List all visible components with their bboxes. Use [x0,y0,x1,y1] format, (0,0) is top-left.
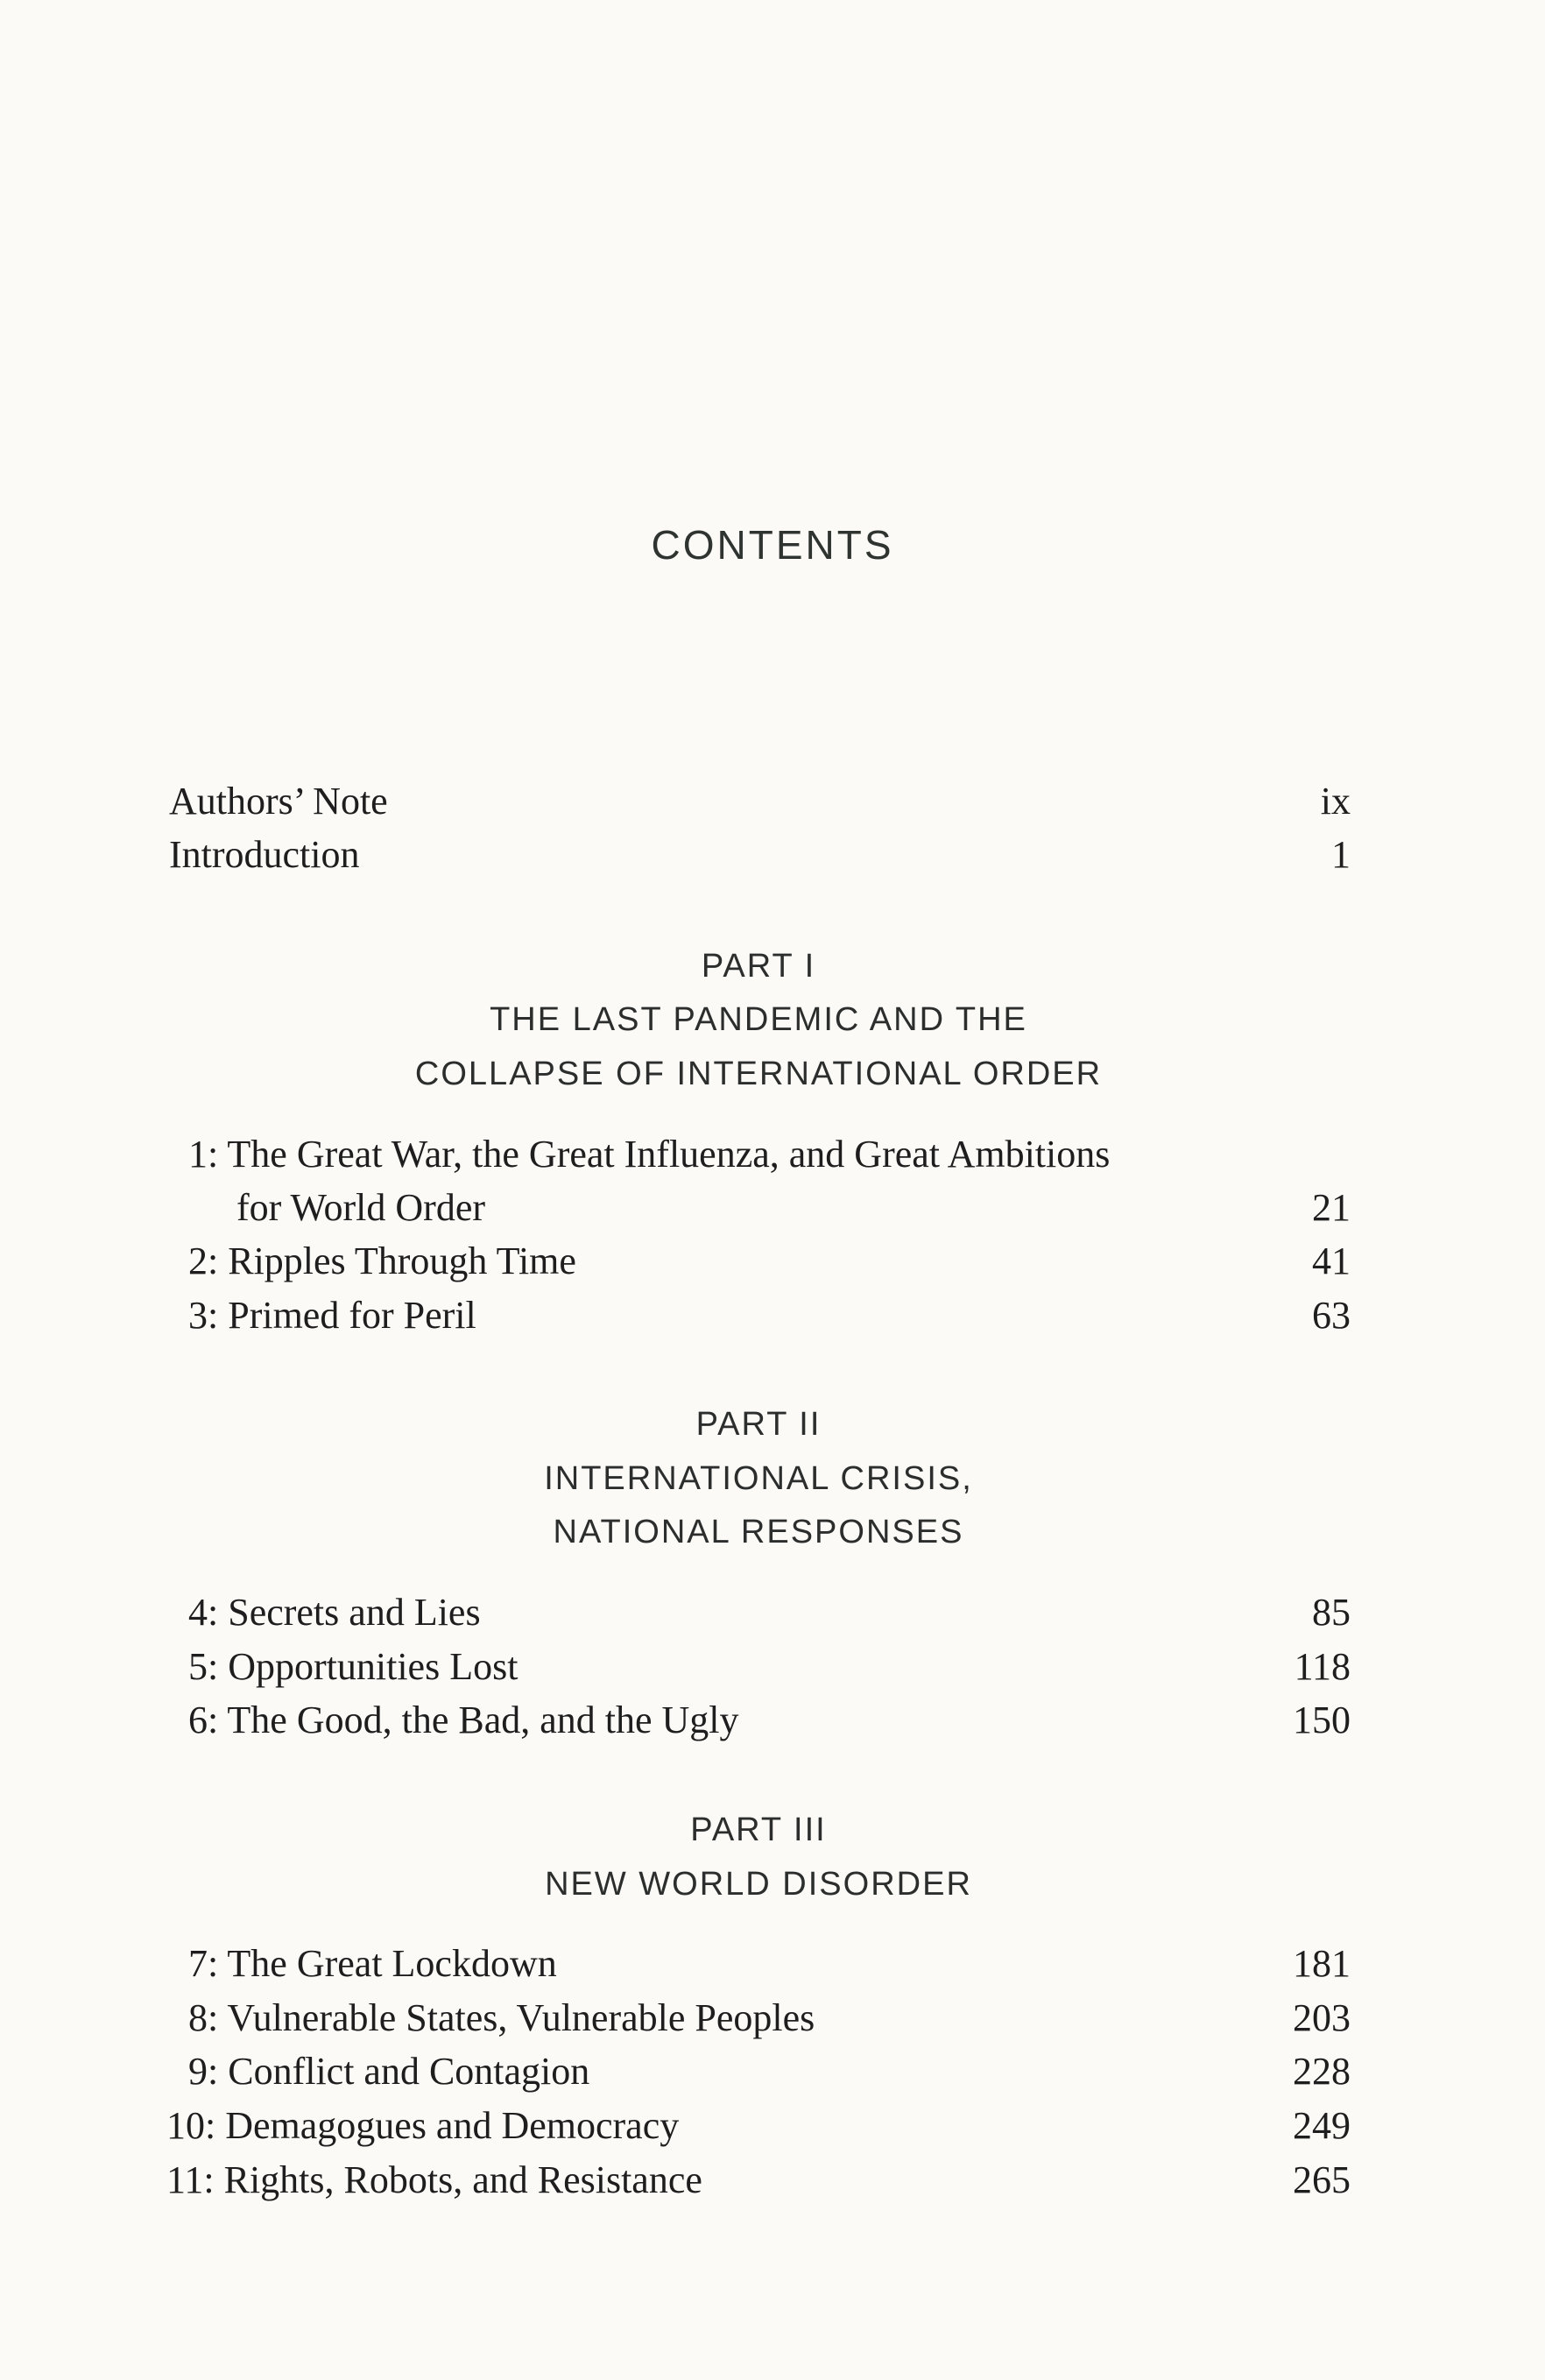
part-heading-line: THE LAST PANDEMIC AND THE [490,1001,1027,1038]
toc-entry-title: 7: The Great Lockdown [188,1942,557,1985]
part-label: PART I [701,948,816,985]
toc-entry-page: 118 [1294,1645,1351,1688]
toc-entry-page: 249 [1293,2104,1351,2147]
toc-entry-chapter-9[interactable] [0,2045,1545,2098]
page-title: CONTENTS [651,522,894,568]
toc-entry-chapter-11[interactable] [0,2154,1545,2207]
toc-entry-title-continued: for World Order [236,1186,486,1229]
toc-entry-chapter-8[interactable] [0,1992,1545,2045]
part-heading-line: NATIONAL RESPONSES [553,1514,964,1550]
part-heading-line: INTERNATIONAL CRISIS, [544,1460,973,1497]
toc-entry-title: 5: Opportunities Lost [188,1645,519,1688]
toc-entry-chapter-4[interactable] [0,1586,1545,1639]
toc-entry-title: 11: Rights, Robots, and Resistance [166,2158,702,2201]
part-heading-line: NEW WORLD DISORDER [545,1866,972,1903]
part-label: PART II [695,1406,822,1443]
toc-entry-chapter-1-continued[interactable] [0,1182,1545,1234]
toc-entry-title: 6: The Good, the Bad, and the Ugly [188,1698,739,1741]
toc-entry-chapter-6[interactable] [0,1694,1545,1747]
toc-entry-chapter-2[interactable] [0,1235,1545,1288]
toc-entry-chapter-10[interactable] [0,2100,1545,2152]
toc-entry-title: 9: Conflict and Contagion [188,2050,590,2093]
toc-entry-chapter-5[interactable] [0,1641,1545,1693]
toc-entry-title: Introduction [169,833,360,876]
toc-entry-title: 4: Secrets and Lies [188,1591,481,1634]
toc-entry-authors-note[interactable] [0,775,1545,828]
toc-entry-title: 2: Ripples Through Time [188,1239,576,1282]
toc-entry-title: 8: Vulnerable States, Vulnerable Peoples [188,1996,815,2039]
toc-entry-page: 41 [1312,1239,1351,1282]
toc-entry-page: 63 [1312,1294,1351,1337]
part-heading-line: COLLAPSE OF INTERNATIONAL ORDER [414,1056,1103,1092]
toc-entry-chapter-7[interactable] [0,1938,1545,1990]
toc-entry-chapter-1[interactable] [0,1128,1545,1181]
toc-entry-chapter-3[interactable] [0,1289,1545,1342]
toc-entry-introduction[interactable] [0,829,1545,881]
toc-entry-title: 10: Demagogues and Democracy [166,2104,680,2147]
toc-entry-page: 181 [1293,1942,1351,1985]
toc-entry-page: 228 [1293,2050,1351,2093]
toc-entry-page: 1 [1331,833,1351,876]
toc-entry-page: 21 [1312,1186,1351,1229]
toc-entry-title: 3: Primed for Peril [188,1294,476,1337]
part-label: PART III [690,1811,827,1848]
toc-entry-title: Authors’ Note [169,780,388,823]
toc-entry-title: 1: The Great War, the Great Influenza, and Great Ambitions [188,1133,1111,1176]
toc-entry-page: 150 [1293,1698,1351,1741]
toc-entry-page: 85 [1312,1591,1351,1634]
toc-entry-page: 265 [1293,2158,1351,2201]
toc-entry-page: ix [1320,780,1351,823]
toc-entry-page: 203 [1293,1996,1351,2039]
